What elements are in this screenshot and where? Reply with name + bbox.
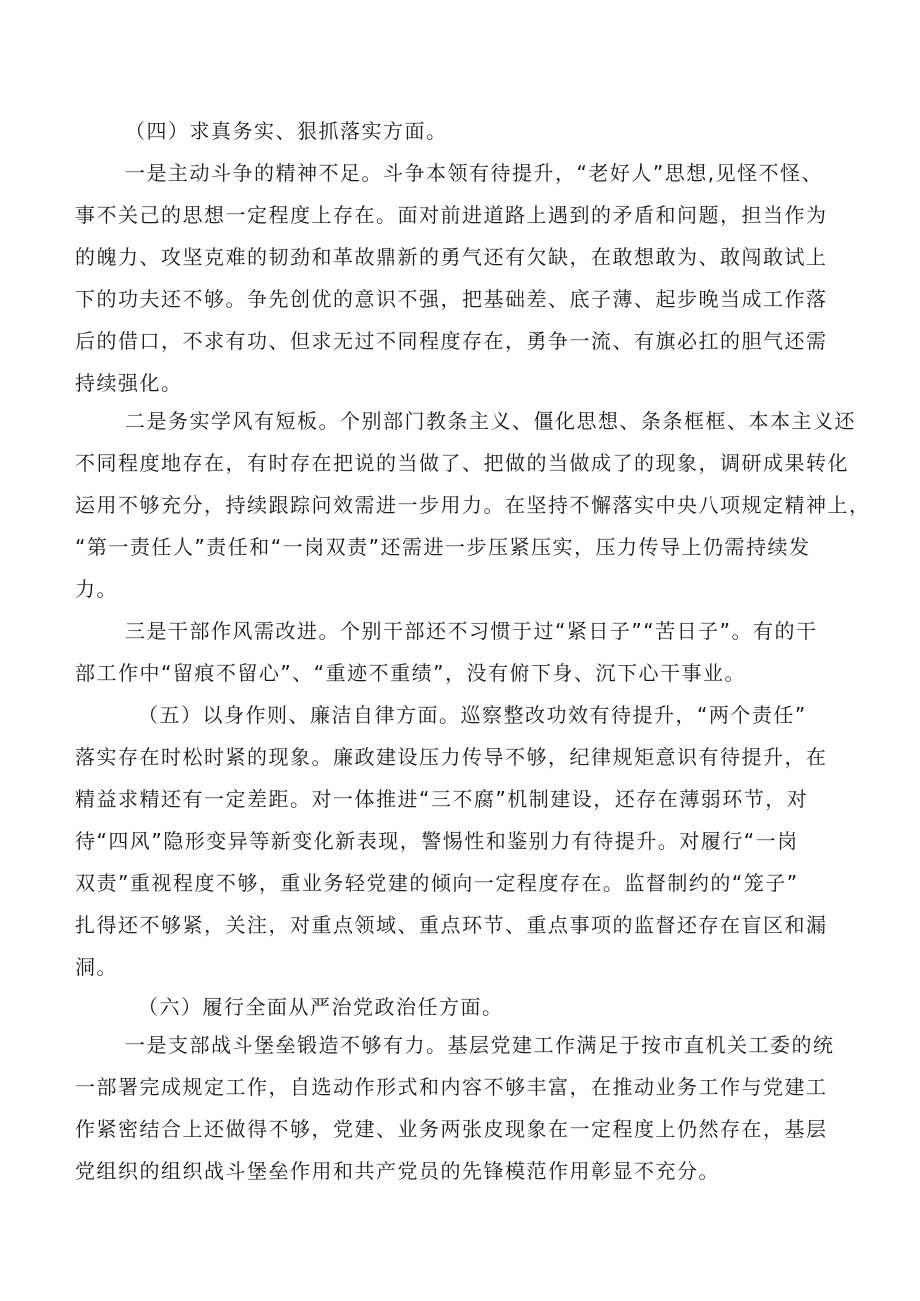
- paragraph-line: （五）以身作则、廉洁自律方面。巡察整改功效有待提升，“两个责任”: [138, 703, 807, 727]
- section-4-paragraph-1: [75, 152, 850, 404]
- section-6-heading: （六）履行全面从严治党政治任方面。: [138, 995, 504, 1019]
- section-6-paragraph-1: [75, 1024, 850, 1192]
- paragraph-line: 作紧密结合上还做得不够，党建、业务两张皮现象在一定程度上仍然存在，基层: [75, 1117, 828, 1141]
- paragraph-line: 事不关己的思想一定程度上存在。面对前进道路上遇到的矛盾和问题，担当作为: [75, 203, 828, 227]
- paragraph-line: 洞。: [75, 955, 118, 979]
- paragraph-line: 一是主动斗争的精神不足。斗争本领有待提升，“老好人”思想,见怪不怪、: [125, 161, 824, 185]
- paragraph-line: 落实存在时松时紧的现象。廉政建设压力传导不够，纪律规矩意识有待提升，在: [75, 745, 828, 769]
- paragraph-line: 党组织的组织战斗堡垒作用和共产党员的先锋模范作用彰显不充分。: [75, 1159, 720, 1183]
- section-4-heading-block: [75, 110, 850, 152]
- section-4-heading: （四）求真务实、狠抓落实方面。: [125, 119, 448, 143]
- paragraph-line: 的魄力、攻坚克难的韧劲和革故鼎新的勇气还有欠缺，在敢想敢为、敢闯敢试上: [75, 245, 828, 269]
- paragraph-line: “第一责任人”责任和“一岗双责”还需进一步压紧压实，压力传导上仍需持续发: [75, 535, 811, 559]
- paragraph-line: 二是务实学风有短板。个别部门教条主义、僵化思想、条条框框、本本主义还: [125, 409, 856, 433]
- paragraph-line: 力。: [75, 577, 118, 601]
- paragraph-line: 后的借口，不求有功、但求无过不同程度存在，勇争一流、有旗必扛的胆气还需: [75, 329, 828, 353]
- paragraph-line: 不同程度地存在，有时存在把说的当做了、把做的当做成了的现象，调研成果转化: [75, 451, 849, 475]
- paragraph-line: 扎得还不够紧，关注，对重点领域、重点环节、重点事项的监督还存在盲区和漏: [75, 913, 828, 937]
- paragraph-line: 运用不够充分，持续跟踪问效需进一步用力。在坚持不懈落实中央八项规定精神上，: [75, 493, 871, 517]
- paragraph-line: 待“四风”隐形变异等新变化新表现，警惕性和鉴别力有待提升。对履行“一岗: [75, 829, 799, 853]
- paragraph-line: 三是干部作风需改进。个别干部还不习惯于过“紧日子”“苦日子”。有的干: [125, 619, 818, 643]
- paragraph-line: 持续强化。: [75, 371, 183, 395]
- paragraph-line: 双责”重视程度不够，重业务轻党建的倾向一定程度存在。监督制约的“笼子”: [75, 871, 799, 895]
- section-6-heading-block: [75, 986, 850, 1028]
- paragraph-line: 一部署完成规定工作，自选动作形式和内容不够丰富，在推动业务工作与党建工: [75, 1075, 828, 1099]
- section-4-paragraph-3: [75, 610, 850, 694]
- section-5-paragraph: [75, 694, 850, 988]
- paragraph-line: 精益求精还有一定差距。对一体推进“三不腐”机制建设，还存在薄弱环节，对: [75, 787, 809, 811]
- paragraph-line: 部工作中“留痕不留心”、“重迹不重绩”，没有俯下身、沉下心干事业。: [75, 661, 746, 685]
- paragraph-line: 下的功夫还不够。争先创优的意识不强，把基础差、底子薄、起步晚当成工作落: [75, 287, 828, 311]
- section-4-paragraph-2: [75, 400, 871, 610]
- paragraph-line: 一是支部战斗堡垒锻造不够有力。基层党建工作满足于按市直机关工委的统: [125, 1033, 835, 1057]
